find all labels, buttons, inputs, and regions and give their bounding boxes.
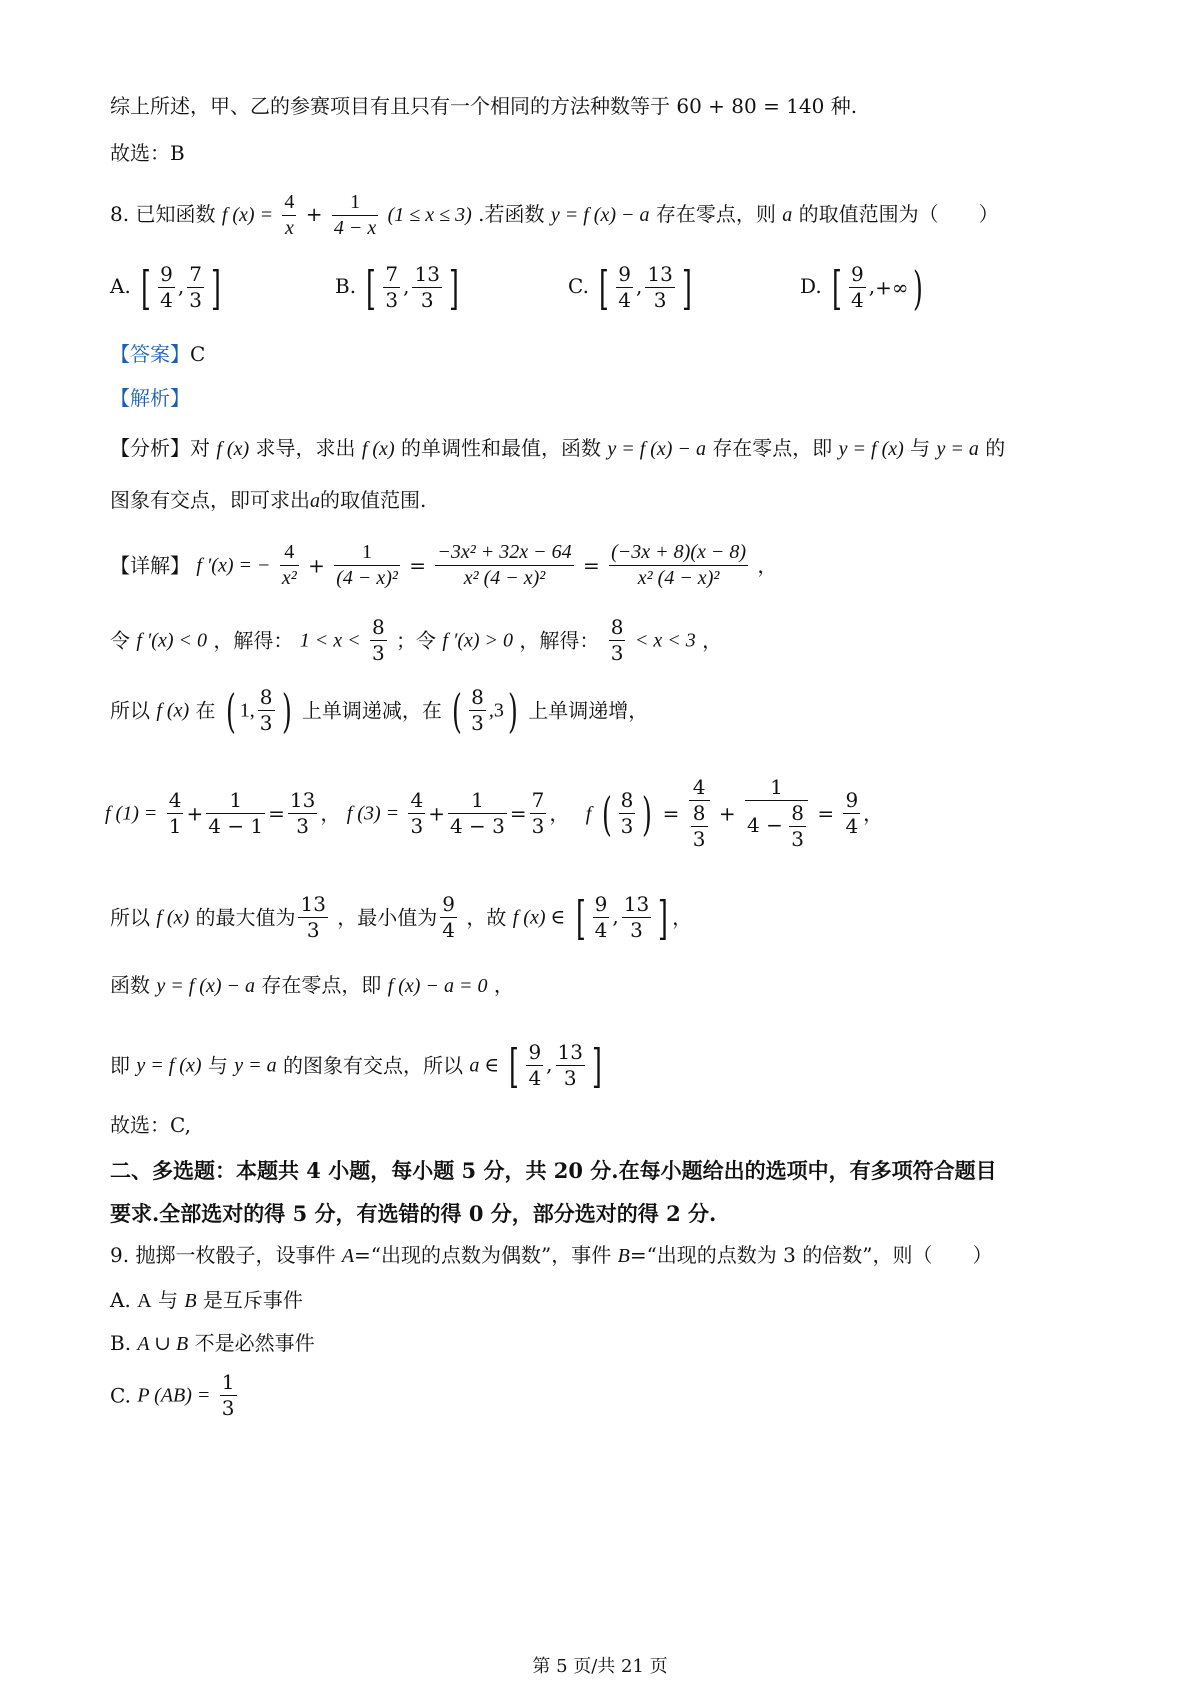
detail-line: 【详解】 f ′(x) = − $\frac{4}{\text{x²}}$ + $\frac{1}{\text{(4 − x)²}}$ = $\frac{\text{−3x² + 32x − 64}}{\text{x² (4 − x)²}}$ = $\frac{(-3x + 8)(x - 8)}{\text{x² (4 − x)²}}$ ， (110, 541, 778, 589)
fenxi-yf: y = f (x) (838, 438, 904, 460)
ling-fn-1: 8 (371, 615, 385, 639)
q9-opt-a-t2: 是互斥事件 (202, 1288, 303, 1312)
q8-frac-1-den: x (284, 217, 294, 239)
final-choice: 故选：C, (110, 1113, 191, 1137)
detail-frac-2 (334, 540, 400, 591)
val-f3-num: 7 (531, 788, 545, 812)
q9-option-c (110, 1370, 240, 1421)
q9-opt-a-label: A. (110, 1288, 131, 1312)
fenxi-line2a: 图象有交点，即可求出 (110, 488, 310, 512)
q9-option-a (110, 1290, 303, 1311)
q8-fx: f (x) = (221, 204, 274, 226)
val-f1-num: 13 (289, 788, 316, 812)
ling-fd-1: 3 (371, 641, 385, 665)
ling-r1: 1 < x < (299, 629, 361, 652)
option-c-frac-1 (616, 262, 633, 313)
option-c: C. [ $\frac{9}{4}$ , $\frac{13}{3}$ ] (568, 260, 692, 315)
option-d-frac-1 (849, 262, 866, 313)
q9-eq1: =“出现的点数为偶数”，事件 (354, 1243, 612, 1267)
concl-t2: 与 (207, 1053, 228, 1078)
detail-n4: (−3x + 8)(x − 8) (609, 540, 748, 566)
mono-line: 所以 f (x) 在 ( 1, $\frac{8}{3}$ ) 上单调递减，在 ( $\frac{8}{3}$ ,3) 上单调递增， (110, 683, 649, 738)
option-b-close: ] (448, 260, 459, 315)
option-b-n2: 13 (414, 262, 440, 286)
detail-d1: x² (281, 567, 297, 589)
mono-i1: 1, (239, 699, 255, 722)
fenxi-line-1 (110, 438, 1005, 459)
q8-prefix: 8. 已知函数 (110, 202, 216, 226)
q9-opt-c-n: 1 (221, 1370, 235, 1394)
maxmin-end: ， (672, 905, 693, 930)
summary-line (110, 96, 857, 116)
ling-fd-2: 3 (610, 641, 624, 665)
option-b-label: B. (335, 274, 357, 298)
concl-e2: y = a (234, 1054, 277, 1077)
q8-frac-1 (282, 190, 296, 241)
zero-end: ， (493, 973, 514, 997)
option-d-open: [ (832, 260, 842, 315)
q8-frac-2-den: 4 − x (333, 217, 377, 239)
section2-line2: 要求.全部选对的得 5 分，有选错的得 0 分，部分选对的得 2 分. (110, 1201, 717, 1226)
option-c-frac-2 (645, 262, 674, 313)
detail-tag: 【详解】 (110, 553, 190, 578)
q9-opt-a-t: 与 (157, 1288, 178, 1312)
option-a-frac-2 (187, 262, 204, 313)
maxmin-t3: ，最小值为 (337, 905, 438, 930)
fenxi-t4: 存在零点，即 (712, 436, 833, 460)
concl-t3: 的图象有交点，所以 (282, 1053, 463, 1078)
mono-fx: f (x) (156, 699, 190, 722)
q9-stem-a: 9. 抛掷一枚骰子，设事件 (110, 1243, 336, 1267)
detail-n3: −3x² + 32x − 64 (435, 540, 573, 566)
mono-d-1: 3 (259, 711, 273, 735)
detail-d2: (4 − x)² (336, 567, 398, 589)
val-f83-result: $\frac{9}{4}$ (845, 788, 859, 838)
ling-c1: f ′(x) < 0 (136, 629, 207, 652)
q9-event-b: B (617, 1245, 630, 1267)
fenxi-fx-2: f (x) (361, 438, 395, 460)
option-a-open: [ (141, 260, 152, 315)
concl-e1: y = f (x) (136, 1054, 202, 1077)
answer-value: C (190, 342, 206, 366)
detail-d4: x² (4 − x)² (637, 567, 720, 589)
q9-opt-b-e: A ∪ B (137, 1333, 189, 1355)
fenxi-fx-1: f (x) (216, 438, 250, 460)
detail-n2: 1 (334, 540, 400, 566)
val-f3-result: $\frac{7}{3}$ (531, 788, 545, 838)
option-c-close: ] (681, 260, 692, 315)
fenxi-line2b: 的取值范围. (320, 488, 427, 512)
ling-line (110, 615, 722, 666)
mono-frac-2 (469, 685, 486, 736)
q8-mid: .若函数 (478, 202, 545, 226)
answer-line (110, 344, 205, 364)
fenxi-a: a (310, 490, 320, 512)
option-c-n2: 13 (647, 262, 673, 286)
fenxi-t5: 与 (910, 436, 931, 460)
q9-opt-b-t: 不是必然事件 (194, 1331, 315, 1355)
option-c-d1: 4 (618, 288, 631, 312)
q8-yexpr: y = f (x) − a (550, 204, 650, 226)
fenxi-ya: y = a (936, 438, 979, 460)
q8-a: a (782, 204, 793, 226)
zero-e2: f (x) − a = 0 (387, 975, 488, 997)
summary-expr: 60 + 80 = 140 (676, 94, 825, 118)
q8-tail: 的取值范围为（ ） (798, 202, 999, 226)
option-c-open: [ (599, 260, 610, 315)
option-a-d2: 3 (189, 288, 202, 312)
q8-domain: (1 ≤ x ≤ 3) (387, 204, 472, 226)
mono-t2: 在 (195, 698, 216, 723)
choice-b-line: 故选：B (110, 141, 185, 165)
q9-option-b (110, 1333, 315, 1354)
option-b-d1: 3 (385, 288, 399, 312)
ling-end: ， (702, 628, 723, 653)
zero-e1: y = f (x) − a (156, 975, 255, 997)
detail-end: ， (757, 553, 778, 578)
q9-event-a: A (341, 1245, 355, 1267)
fenxi-tag: 【分析】 (110, 436, 190, 460)
option-b-frac-1 (383, 262, 400, 313)
q9-opt-a-b: B (184, 1290, 197, 1312)
q9-opt-c-d: 3 (221, 1396, 235, 1420)
val-f83-label: f (585, 802, 592, 825)
q8-frac-2-num: 1 (332, 190, 378, 216)
values-line: f (1) = $\frac{4}{1}$ + $\frac{1}{4 - 1}$ = $\frac{13}{3}$ ， f (3) = $\frac{4}{3}$ + $\frac{1}{4 - 3}$ = $\frac{7}{3}$ ， f ( $\frac{8}{3}$ ) = $\frac{4}{\frac{8}{3}}$ + 1 4 − $\frac{8}{3}$ = $\frac{9}{4}$ ， (105, 775, 884, 851)
option-d-d1: 4 (851, 288, 864, 312)
ling-t4: ，解得： (519, 628, 600, 653)
fenxi-line-2 (110, 490, 426, 511)
maxmin-t5: f (x) ∈ (512, 906, 566, 929)
option-c-label: C. (568, 274, 589, 298)
maxmin-t1: 所以 (110, 905, 150, 930)
maxmin-fx: f (x) (156, 906, 190, 929)
option-b-frac-2 (412, 262, 441, 313)
option-d: D. [ $\frac{9}{4}$ ,+∞) (800, 260, 923, 315)
option-a: A. [ $\frac{9}{4}$ , $\frac{7}{3}$ ] (110, 260, 221, 315)
option-a-n1: 9 (160, 262, 173, 286)
option-a-label: A. (110, 274, 131, 298)
mono-d-2: 3 (471, 711, 484, 735)
option-a-n2: 7 (189, 262, 202, 286)
mono-n-2: 8 (471, 685, 484, 709)
q9-opt-c-e: P (AB) = (137, 1384, 211, 1407)
option-c-d2: 3 (653, 288, 667, 312)
q8-plus: + (305, 202, 323, 226)
question-9 (110, 1245, 992, 1266)
q9-opt-c-label: C. (110, 1383, 131, 1408)
q9-opt-a-a: A (137, 1290, 152, 1312)
q8-frac-2 (332, 190, 378, 241)
val-f83-num: 9 (845, 788, 859, 812)
ling-c2: f ′(x) > 0 (442, 629, 514, 652)
fenxi-yexpr: y = f (x) − a (607, 438, 706, 460)
option-d-label: D. (800, 274, 822, 298)
question-8 (110, 190, 999, 241)
ling-r2: < x < 3 (634, 629, 696, 652)
summary-suffix: 种. (830, 94, 858, 118)
option-d-close: ) (912, 260, 923, 315)
zero-t2: 存在零点，即 (261, 973, 382, 997)
option-a-frac-1 (158, 262, 175, 313)
zero-line (110, 975, 514, 996)
detail-d3: x² (4 − x)² (463, 567, 546, 589)
fenxi-t6: 的 (985, 436, 1006, 460)
q8-mid2: 存在零点，则 (655, 202, 776, 226)
option-c-n1: 9 (618, 262, 631, 286)
option-b-open: [ (366, 260, 377, 315)
option-b-d2: 3 (420, 288, 434, 312)
maxmin-line: 所以 f (x) 的最大值为 $\frac{13}{3}$ ，最小值为 $\frac{9}{4}$ ，故 f (x) ∈ [ $\frac{9}{4}$ , $\frac{13}{3}$ ] ， (110, 890, 693, 945)
val-f1-result: $\frac{13}{3}$ (289, 788, 316, 838)
ling-t2: ，解得： (213, 628, 294, 653)
zero-t1: 函数 (110, 973, 150, 997)
page-footer: 第 5 页/共 21 页 (532, 1656, 668, 1677)
fenxi-t3: 的单调性和最值，函数 (400, 436, 601, 460)
detail-n1: 4 (280, 540, 299, 566)
detail-frac-4 (609, 540, 748, 591)
mono-frac-1 (258, 685, 275, 736)
option-b: B. [ $\frac{7}{3}$ , $\frac{13}{3}$ ] (335, 260, 459, 315)
section2-line1: 二、多选题：本题共 4 小题，每小题 5 分，共 20 分.在每小题给出的选项中，有多项符合题目 (110, 1158, 997, 1183)
concl-t1: 即 (110, 1053, 130, 1078)
q9-eq2: =“出现的点数为 3 的倍数”，则（ ） (629, 1243, 993, 1267)
ling-fn-2: 8 (610, 615, 624, 639)
answer-tag: 【答案】 (110, 342, 190, 366)
detail-frac-3 (435, 540, 573, 591)
maxmin-t4: ，故 (466, 905, 507, 930)
mono-n-1: 8 (259, 685, 273, 709)
conclusion-line: 即 y = f (x) 与 y = a 的图象有交点，所以 a ∈ [ $\frac{9}{4}$ , $\frac{13}{3}$ ] (110, 1038, 602, 1093)
concl-e3: a ∈ (469, 1054, 500, 1077)
fenxi-t1: 对 (190, 436, 210, 460)
option-d-infinity: +∞ (875, 275, 909, 300)
val-f3-label: f (3) = (346, 802, 400, 825)
option-b-n1: 7 (385, 262, 399, 286)
summary-text: 综上所述，甲、乙的参赛项目有且只有一个相同的方法种数等于 (110, 94, 670, 118)
option-a-close: ] (210, 260, 221, 315)
mono-t4: 上单调递增， (528, 698, 649, 723)
mono-t1: 所以 (110, 698, 150, 723)
option-d-n1: 9 (851, 262, 864, 286)
option-a-d1: 4 (160, 288, 173, 312)
val-f1-label: f (1) = (105, 802, 158, 825)
ling-frac-1 (370, 615, 387, 666)
mono-i2: ,3 (488, 699, 504, 722)
detail-frac-1 (280, 540, 299, 591)
q9-opt-b-label: B. (110, 1331, 132, 1355)
ling-t1: 令 (110, 628, 130, 653)
q9-opt-c-frac (220, 1370, 237, 1421)
q8-frac-1-num: 4 (282, 190, 296, 216)
detail-fp: f ′(x) = − (196, 554, 271, 577)
mono-t3: 上单调递减，在 (301, 698, 442, 723)
fenxi-t2: 求导，求出 (255, 436, 356, 460)
ling-t3: ；令 (396, 628, 437, 653)
analysis-tag: 【解析】 (110, 386, 190, 410)
ling-frac-2 (609, 615, 626, 666)
maxmin-t2: 的最大值为 (195, 905, 296, 930)
